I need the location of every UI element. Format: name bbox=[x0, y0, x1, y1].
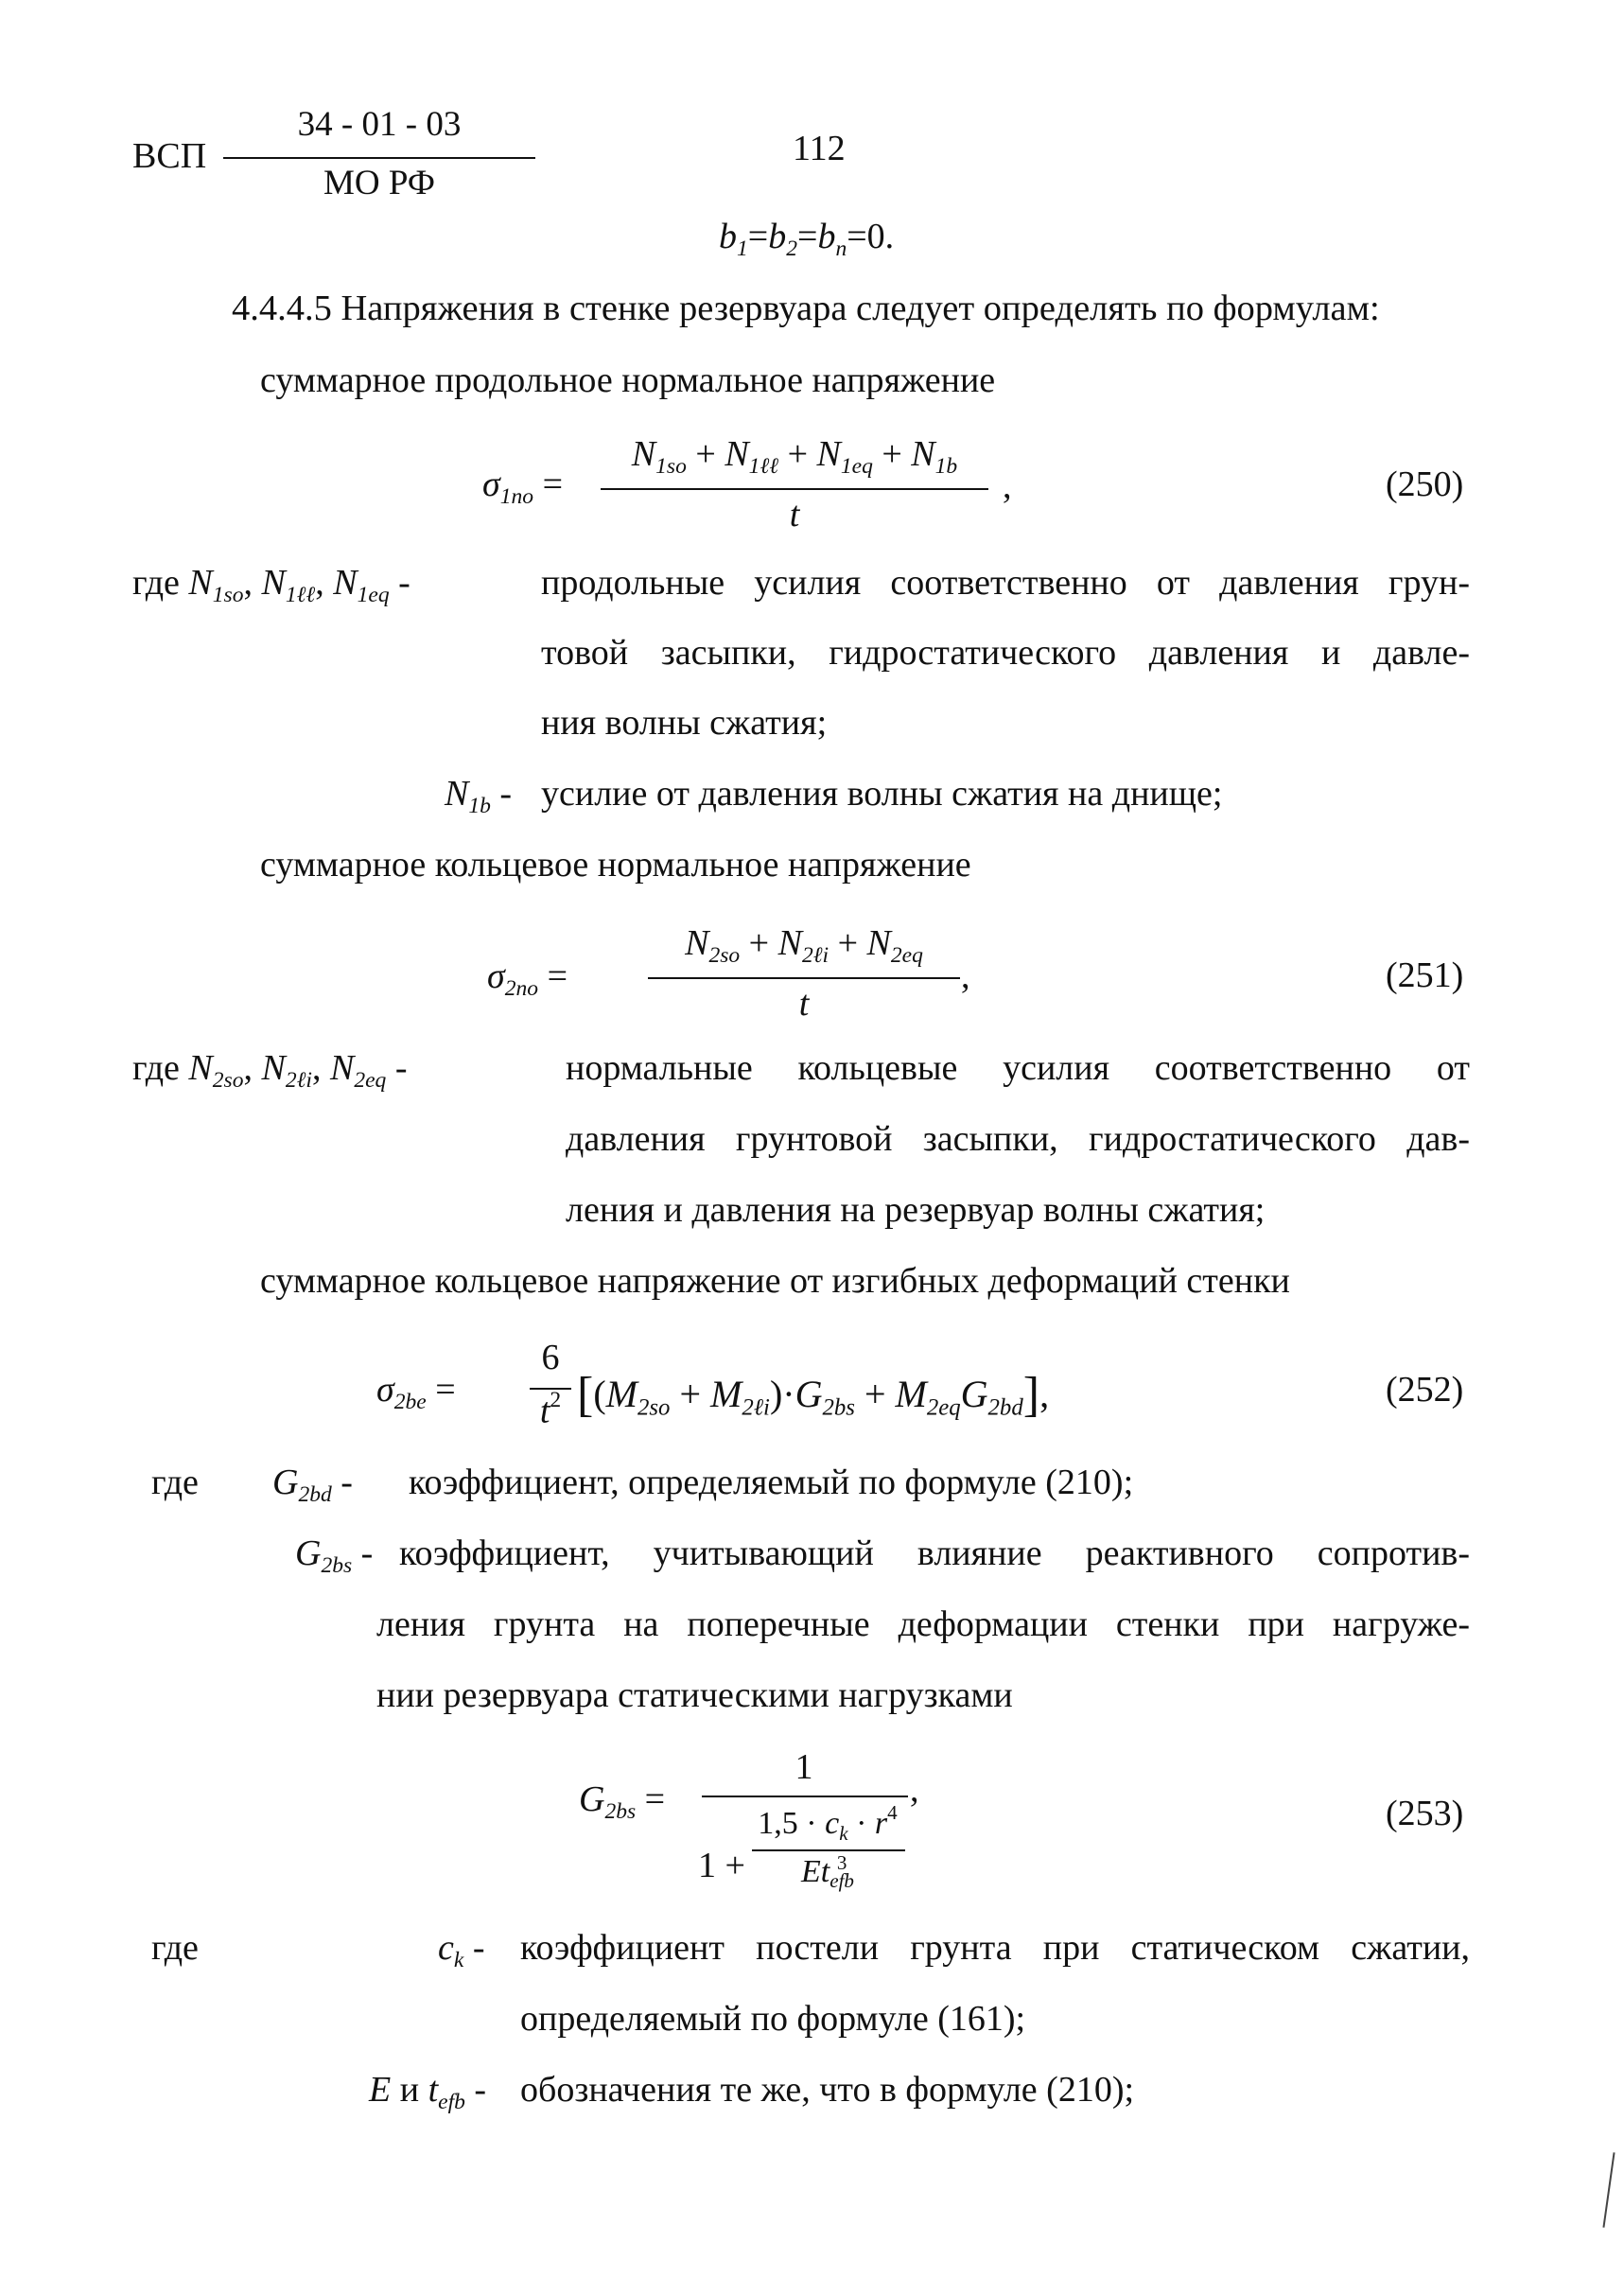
formula-251-fraction-line bbox=[648, 977, 960, 979]
where-label: где bbox=[132, 563, 180, 603]
definition-g2bs-line-1: коэффициент, учитывающий влияние реактивного сопротив- bbox=[399, 1533, 1470, 1573]
formula-253-lhs: $G_{2bs}$ = bbox=[579, 1779, 666, 1825]
formula-253-numerator: 1 bbox=[795, 1747, 813, 1787]
formula-250-denominator: t bbox=[789, 495, 800, 534]
formula-253-inner-fraction-line bbox=[752, 1849, 905, 1851]
definition-dash: - bbox=[360, 1533, 374, 1573]
formula-251-number: (251) bbox=[1386, 955, 1464, 995]
definition-n1b: усилие от давления волны сжатия на днище; bbox=[541, 774, 1223, 814]
formula-250 bbox=[0, 426, 1624, 549]
where-label: где bbox=[132, 1048, 180, 1088]
formula-253-number: (253) bbox=[1386, 1794, 1464, 1833]
formula-253-comma: , bbox=[910, 1770, 919, 1810]
formula-250-number: (250) bbox=[1386, 464, 1464, 504]
document-code-number: 34 - 01 - 03 bbox=[297, 105, 462, 144]
definition-n2-line-2: давления грунтовой засыпки, гидростатического дав- bbox=[566, 1119, 1470, 1159]
formula-250-fraction-line bbox=[601, 488, 988, 490]
formula-252-number: (252) bbox=[1386, 1370, 1464, 1410]
document-code-fraction-line bbox=[223, 157, 535, 159]
definition-n1-line-1: продольные усилия соответственно от давления грун- bbox=[541, 563, 1470, 603]
definition-g2bs-line-3: нии резервуара статическими нагрузками bbox=[376, 1675, 1013, 1715]
formula-253-denominator-one: 1 + bbox=[698, 1846, 745, 1885]
where-label-g2bd: где bbox=[151, 1463, 199, 1502]
scan-artifact-mark bbox=[1602, 2152, 1615, 2228]
definition-dash: - bbox=[394, 1048, 408, 1088]
formula-252-lhs: $\sigma_{2be}$ = bbox=[376, 1370, 456, 1415]
definition-dash: - bbox=[341, 1463, 353, 1502]
formula-253-main-fraction-line bbox=[702, 1796, 908, 1797]
conjunction-and: и bbox=[399, 2070, 420, 2110]
formula-250-comma: , bbox=[1003, 466, 1012, 506]
formula-251-lhs: $\sigma_{2no}$ = bbox=[487, 956, 568, 1002]
page-number: 112 bbox=[793, 129, 846, 168]
formula-252-fraction-denominator: $t^2$ bbox=[539, 1388, 562, 1431]
formula-252-fraction-numerator: 6 bbox=[541, 1338, 560, 1377]
definition-n2-line-1: нормальные кольцевые усилия соответственно от bbox=[566, 1048, 1470, 1088]
formula-b-zero: $b_1=b_2=b_n=0$. bbox=[719, 217, 895, 262]
definition-ck-line-2: определяемый по формуле (161); bbox=[520, 1999, 1026, 2039]
formula-253 bbox=[0, 1741, 1624, 1920]
definition-dash: - bbox=[398, 563, 410, 603]
section-heading: 4.4.4.5 Напряжения в стенке резервуара следует определять по формулам: bbox=[232, 289, 1380, 328]
definition-n1-line-3: ния волны сжатия; bbox=[541, 703, 828, 743]
formula-251-numerator: $N_{2so} + N_{2\ell i} + N_{2eq}$ bbox=[685, 923, 923, 969]
formula-b-zero-value: =0. bbox=[847, 217, 895, 256]
formula-253-inner-denominator: Et 3 efb bbox=[801, 1851, 854, 1892]
document-code-prefix: ВСП bbox=[132, 136, 207, 176]
where-label-ck: где bbox=[151, 1928, 199, 1968]
formula-252 bbox=[0, 1329, 1624, 1462]
formula-251-denominator: t bbox=[798, 984, 810, 1024]
formula-253-inner-numerator: $1,5 \cdot c_k \cdot r^4$ bbox=[758, 1801, 898, 1846]
definition-g2bs-line-2: ления грунта на поперечные деформации стенки при нагруже- bbox=[376, 1604, 1470, 1644]
symbol-n1b: $N_{1b}$ - bbox=[445, 774, 513, 819]
definition-n1-line-2: товой засыпки, гидростатического давления и давле- bbox=[541, 633, 1470, 673]
symbol-e-tefb: E и $t_{efb}$ - bbox=[369, 2070, 487, 2115]
symbol-g2bd: $G_{2bd}$ - bbox=[272, 1463, 353, 1508]
document-code bbox=[132, 104, 462, 208]
formula-250-numerator: $N_{1so} + N_{1\ell\ell} + N_{1eq} + N_{1b}$ bbox=[631, 434, 958, 480]
intro-bending-stress: суммарное кольцевое напряжение от изгибных деформаций стенки bbox=[260, 1261, 1290, 1301]
symbol-ck: $c_k$ - bbox=[438, 1928, 485, 1973]
definition-dash: - bbox=[474, 2070, 487, 2110]
formula-252-bracket-expression: $[(M_{2so} + M_{2\ell i})\cdot G_{2bs} + M_{2eq}G_{2bd}]$, bbox=[577, 1368, 1050, 1422]
definition-n2-line-3: ления и давления на резервуар волны сжатия; bbox=[566, 1190, 1266, 1230]
formula-251 bbox=[0, 913, 1624, 1036]
formula-251-comma: , bbox=[961, 956, 970, 996]
definition-g2bd: коэффициент, определяемый по формуле (210); bbox=[409, 1463, 1134, 1502]
intro-longitudinal-stress: суммарное продольное нормальное напряжение bbox=[260, 360, 996, 400]
definition-e-tefb: обозначения те же, что в формуле (210); bbox=[520, 2070, 1135, 2110]
definition-ck-line-1: коэффициент постели грунта при статическом сжатии, bbox=[520, 1928, 1470, 1968]
intro-ring-stress: суммарное кольцевое нормальное напряжение bbox=[260, 845, 971, 885]
where-label-n1: где $N_{1so}$, $N_{1\ell\ell}$, $N_{1eq}$ - bbox=[132, 563, 410, 608]
where-label-n2: где $N_{2so}$, $N_{2\ell i}$, $N_{2eq}$ - bbox=[132, 1048, 408, 1094]
formula-250-lhs: $\sigma_{1no}$ = bbox=[482, 464, 564, 510]
definition-dash: - bbox=[499, 774, 513, 814]
definition-dash: - bbox=[472, 1928, 485, 1968]
symbol-g2bs: $G_{2bs}$ - bbox=[295, 1533, 374, 1579]
document-code-organization: МО РФ bbox=[323, 164, 436, 202]
